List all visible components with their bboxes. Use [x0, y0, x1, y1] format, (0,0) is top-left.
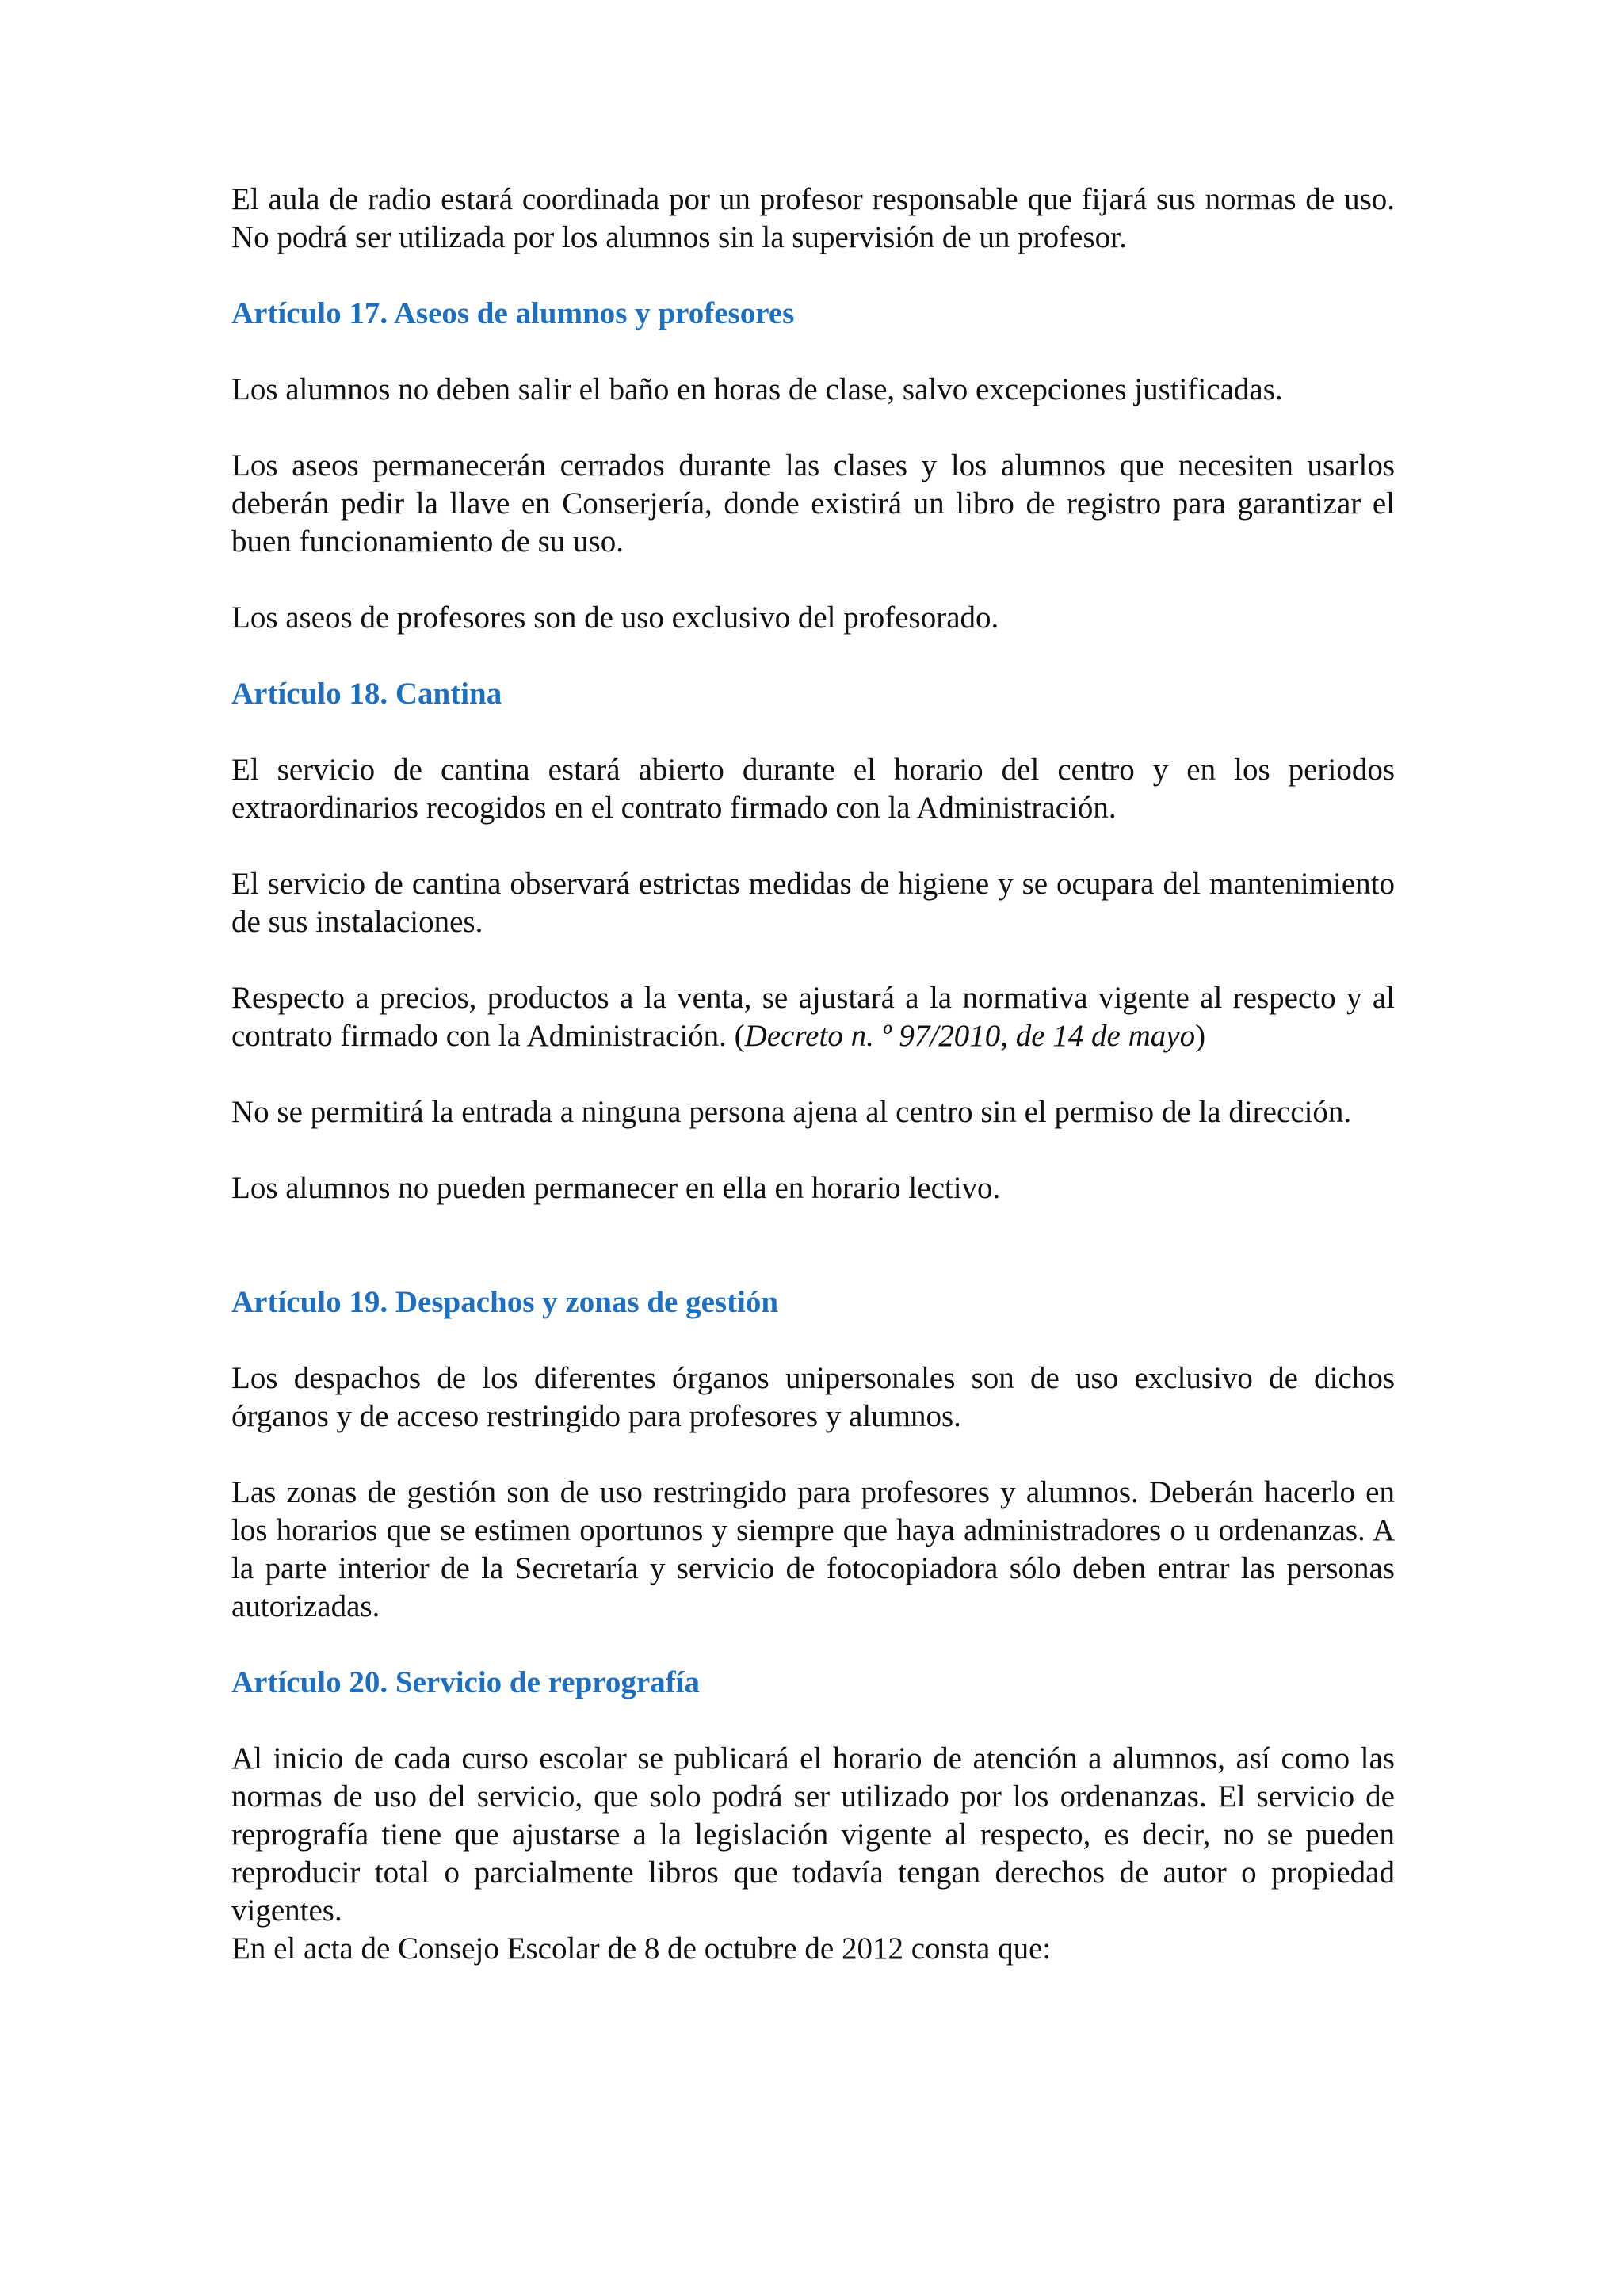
paragraph-article-19-2: Las zonas de gestión son de uso restringido para profesores y alumnos. Deberán hacerlo en los horarios que se estimen oportunos y siempre que haya administradores o u ordenanzas. A la parte interior de la Secretaría y servicio de fotocopiadora sólo deben entrar las personas autorizadas. [231, 1475, 1395, 1623]
paragraph-article-18-5: Los alumnos no pueden permanecer en ella en horario lectivo. [231, 1171, 1001, 1205]
paragraph-article-17-1: Los alumnos no deben salir el baño en horas de clase, salvo excepciones justificadas. [231, 372, 1283, 406]
paragraph-article-19-1: Los despachos de los diferentes órganos unipersonales son de uso exclusivo de dichos órganos y de acceso restringido para profesores y alumnos. [231, 1361, 1395, 1433]
paragraph-article-18-2: El servicio de cantina observará estrictas medidas de higiene y se ocupara del mantenimiento de sus instalaciones. [231, 867, 1395, 939]
heading-article-18: Artículo 18. Cantina [231, 677, 502, 711]
document-page [231, 181, 1395, 1968]
paragraph-article-18-1: El servicio de cantina estará abierto durante el horario del centro y en los periodos extraordinarios recogidos en el contrato firmado con la Administración. [231, 753, 1395, 825]
paragraph-article-17-3: Los aseos de profesores son de uso exclusivo del profesorado. [231, 601, 999, 635]
heading-article-17: Artículo 17. Aseos de alumnos y profesores [231, 296, 795, 330]
paragraph-article-17-2: Los aseos permanecerán cerrados durante las clases y los alumnos que necesiten usarlos deberán pedir la llave en Conserjería, donde existirá un libro de registro para garantizar el buen funcionamiento de su uso. [231, 448, 1395, 559]
paragraph-radio-room: El aula de radio estará coordinada por un profesor responsable que fijará sus normas de uso. No podrá ser utilizada por los alumnos sin la supervisión de un profesor. [231, 182, 1395, 254]
paragraph-article-18-3 [231, 979, 1395, 1055]
heading-article-19: Artículo 19. Despachos y zonas de gestión [231, 1285, 779, 1319]
paragraph-article-18-3-close: ) [1195, 1019, 1206, 1053]
paragraph-article-20-2: En el acta de Consejo Escolar de 8 de octubre de 2012 consta que: [231, 1932, 1052, 1966]
paragraph-article-18-4: No se permitirá la entrada a ninguna persona ajena al centro sin el permiso de la dirección. [231, 1095, 1352, 1129]
heading-article-20: Artículo 20. Servicio de reprografía [231, 1665, 701, 1699]
paragraph-article-18-3-text: Respecto a precios, productos a la venta, se ajustará a la normativa vigente al respecto y al contrato firmado con la Administración. ( [231, 981, 1395, 1053]
paragraph-article-20-1: Al inicio de cada curso escolar se publicará el horario de atención a alumnos, así como las normas de uso del servicio, que solo podrá ser utilizado por los ordenanzas. El servicio de reprografía tiene que ajustarse a la legislación vigente al respecto, es decir, no se pueden reproducir total o parcialmente libros que todavía tengan derechos de autor o propiedad vigentes. [231, 1741, 1395, 1928]
decree-reference: Decreto n. º 97/2010, de 14 de mayo [744, 1019, 1196, 1053]
